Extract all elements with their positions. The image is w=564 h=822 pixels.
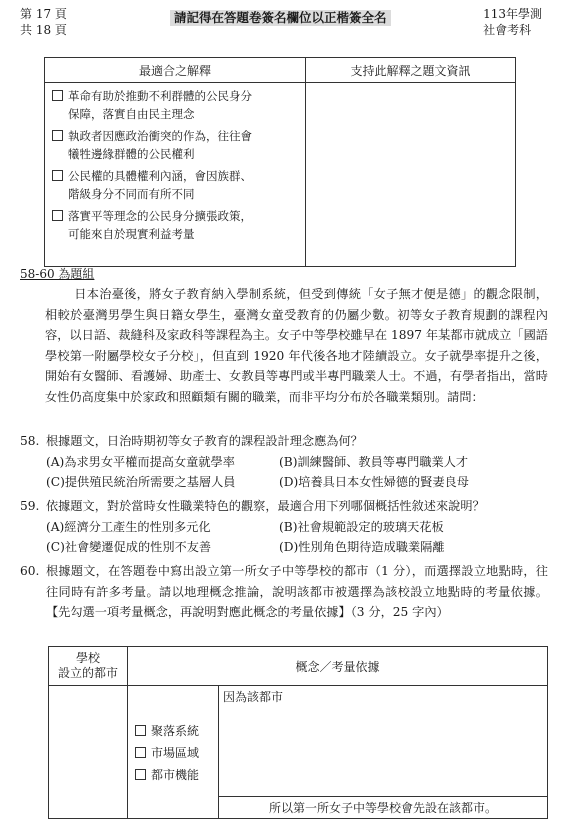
question-number: 60. (20, 564, 40, 578)
city-header-line: 設立的都市 (57, 666, 118, 680)
city-header (49, 647, 128, 686)
concept-option-3[interactable] (129, 763, 217, 785)
question-60 (20, 561, 548, 623)
concept-option-1[interactable] (129, 719, 217, 741)
checkbox[interactable] (52, 170, 63, 181)
page-number (20, 6, 67, 38)
choice-c[interactable]: (C)提供殖民統治所需要之基層人員 (46, 475, 236, 489)
option-text: 可能來自於現實利益考量 (68, 227, 195, 241)
choice-d[interactable]: (D)培養具日本女性婦德的賢妻良母 (279, 475, 469, 489)
option-4[interactable] (46, 204, 304, 244)
reading-passage: 日本治臺後，將女子教育納入學制系統，但受到傳統「女子無才便是德」的觀念限制，相較於臺灣男學生與日籍女學生，臺灣女童受教育的仍屬少數。初等女子教育規劃的課程內容，以日語、裁縫科及家政科等課程為主。女子中等學校雖早在 1897 年某都市就成立「國語學校第一附屬學校女子分校」，但直到 1920 年代後各地才陸續設立。女子就學率提升之後，開始有女醫師、看護婦、助產士、女教員等專門或半專門職業人士。不過，有學者指出，當時女性仍高度集中於家政和照顧類有關的職業，而非平均分布於各職業類別。請問： (45, 287, 548, 404)
option-text: 公民權的具體權利內涵，會因族群、 (68, 169, 252, 183)
option-text: 革命有助於推動不利群體的公民身分 (68, 89, 252, 103)
city-header-line: 學校 (75, 651, 100, 665)
option-text: 階級身分不同而有所不同 (68, 187, 195, 201)
concept-option-2[interactable] (129, 741, 217, 763)
option-text: 聚落系統 (151, 724, 200, 738)
option-text: 落實平等理念的公民身分擴張政策， (68, 209, 252, 223)
city-answer-cell[interactable] (49, 686, 128, 819)
checkbox[interactable] (135, 747, 146, 758)
checkbox[interactable] (135, 725, 146, 736)
page-current: 第 17 頁 (20, 7, 67, 21)
reason-cell[interactable] (219, 686, 548, 819)
choice-a[interactable]: (A)為求男女平權而提高女童就學率 (46, 454, 235, 469)
checkbox[interactable] (52, 90, 63, 101)
option-text: 保障，落實自由民主理念 (68, 107, 195, 121)
checkbox[interactable] (52, 210, 63, 221)
answer-table (48, 646, 548, 819)
section-title: 58-60 為題組 (20, 267, 95, 281)
option-3[interactable] (46, 164, 304, 204)
checkbox[interactable] (135, 769, 146, 780)
explanation-table (44, 57, 516, 267)
reason-top-text: 因為該都市 (223, 690, 284, 704)
question-58 (20, 431, 548, 493)
concept-options (128, 686, 219, 819)
question-59 (20, 496, 548, 558)
option-text: 都市機能 (151, 768, 200, 782)
exam-info (483, 6, 542, 38)
exam-year: 113年學測 (483, 7, 542, 21)
choice-b[interactable]: (B)訓練醫師、教員等專門職業人才 (279, 454, 469, 469)
question-stem: 根據題文，在答題卷中寫出設立第一所女子中等學校的都市（1 分），而選擇設立地點時，往往同時有許多考量。請以地理概念推論，說明該都市被選擇為該校設立地點時的考量依據。【先勾選一項考量概念，再說明對應此概念的考量依據】（3 分，25 字內） (46, 564, 548, 619)
question-stem: 依據題文，對於當時女性職業特色的觀察，最適合用下列哪個概括性敘述來說明？ (46, 499, 485, 513)
col-explanation-header: 最適合之解釋 (45, 58, 306, 83)
choices (46, 452, 548, 493)
question-number: 59. (20, 499, 40, 513)
choice-b[interactable]: (B)社會規範設定的玻璃天花板 (279, 519, 444, 534)
option-text: 執政者因應政治衝突的作為，往往會 (68, 129, 252, 143)
option-2[interactable] (46, 124, 304, 164)
page-total: 共 18 頁 (20, 23, 67, 37)
choices (46, 517, 548, 558)
col-evidence-header: 支持此解釋之題文資訊 (306, 58, 516, 83)
evidence-answer-cell[interactable] (306, 83, 516, 267)
question-stem: 根據題文，日治時期初等女子教育的課程設計理念應為何？ (46, 434, 363, 448)
option-1[interactable] (46, 84, 304, 124)
reason-bottom-text: 所以第一所女子中等學校會先設在該都市。 (219, 796, 547, 818)
choice-d[interactable]: (D)性別角色期待造成職業隔離 (279, 540, 445, 554)
question-number: 58. (20, 434, 40, 448)
choice-a[interactable]: (A)經濟分工產生的性別多元化 (46, 519, 211, 534)
exam-subject: 社會考科 (483, 23, 532, 37)
option-text: 市場區域 (151, 746, 200, 760)
concept-header: 概念／考量依據 (128, 647, 548, 686)
choice-c[interactable]: (C)社會變遷促成的性別不友善 (46, 540, 212, 554)
checkbox[interactable] (52, 130, 63, 141)
explanation-options (45, 83, 306, 267)
option-text: 犧牲邊緣群體的公民權利 (68, 147, 195, 161)
signature-notice: 請記得在答題卷簽名欄位以正楷簽全名 (170, 10, 391, 26)
